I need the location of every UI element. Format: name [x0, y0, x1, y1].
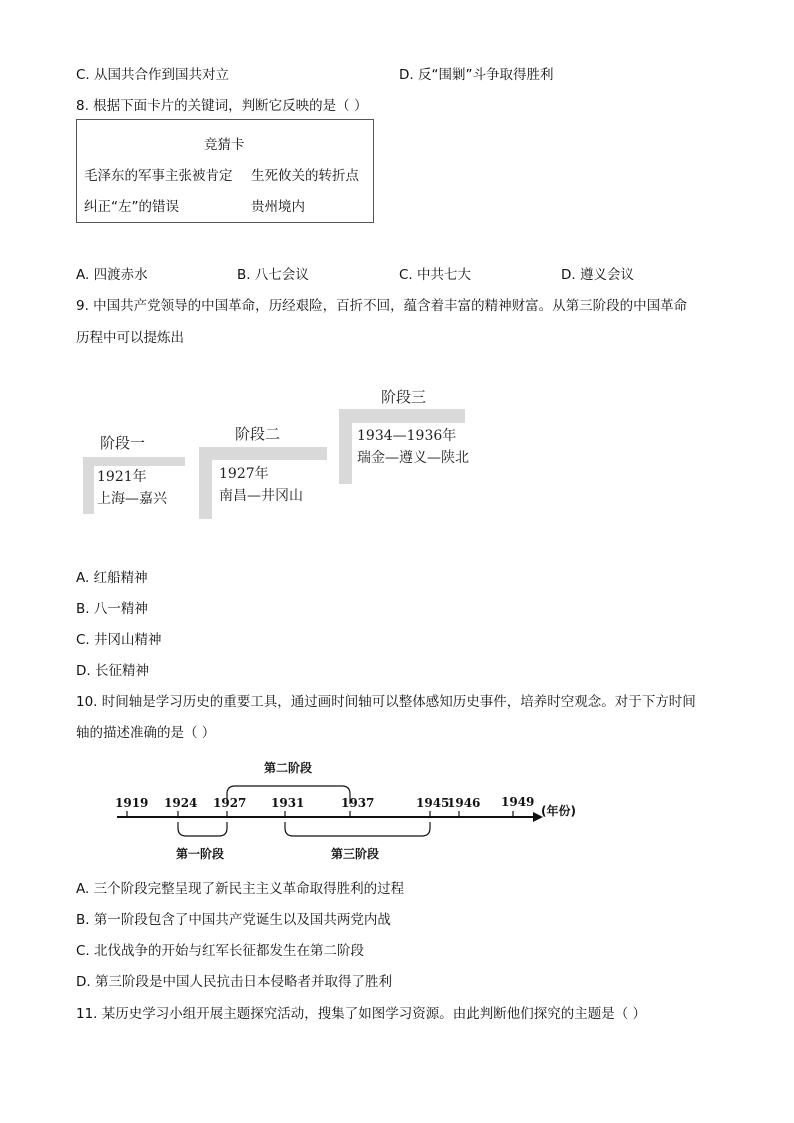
card-keyword-2: 生死攸关的转折点 — [251, 168, 359, 184]
q8-option-a: A. 四渡赤水 — [76, 267, 148, 283]
q8-option-c: C. 中共七大 — [399, 267, 472, 283]
q10-stem-line1: 10. 时间轴是学习历史的重要工具，通过画时间轴可以整体感知历史事件，培养时空观念。对于下方时间 — [76, 694, 696, 710]
year-1949: 1949 — [501, 795, 535, 809]
timeline-unit: (年份) — [541, 804, 576, 818]
year-1924: 1924 — [164, 796, 198, 810]
q8-stem: 8. 根据下面卡片的关键词，判断它反映的是（ ） — [76, 98, 368, 114]
q9-stem-line2: 历程中可以提炼出 — [76, 330, 184, 346]
stage-3-year: 1934—1936年 — [357, 428, 457, 444]
stage-1-year: 1921年 — [97, 469, 147, 485]
year-1919: 1919 — [115, 796, 149, 810]
stage-1-label: 第一阶段 — [176, 847, 225, 861]
q9-option-c: C. 井冈山精神 — [76, 632, 162, 648]
q7-option-d: D. 反“围剿”斗争取得胜利 — [399, 67, 554, 83]
year-1937: 1937 — [341, 796, 375, 810]
stage-3-bracket — [285, 822, 430, 836]
card-title: 竞猜卡 — [204, 137, 245, 153]
q9-stem-line1: 9. 中国共产党领导的中国革命，历经艰险，百折不回，蕴含着丰富的精神财富。从第三阶段的中国革命 — [76, 298, 688, 314]
stage-1-title: 阶段一 — [100, 434, 146, 452]
q10-option-a: A. 三个阶段完整呈现了新民主主义革命取得胜利的过程 — [76, 881, 405, 897]
q10-option-c: C. 北伐战争的开始与红军长征都发生在第二阶段 — [76, 943, 365, 959]
card-keyword-3: 纠正“左”的错误 — [84, 199, 179, 215]
q9-option-a: A. 红船精神 — [76, 570, 148, 586]
year-1927: 1927 — [213, 796, 247, 810]
stage-3-title: 阶段三 — [381, 388, 427, 406]
q10-option-d: D. 第三阶段是中国人民抗击日本侵略者并取得了胜利 — [76, 974, 392, 990]
stage-1-bracket — [178, 822, 227, 836]
card-keyword-4: 贵州境内 — [251, 199, 305, 215]
stage-3-label: 第三阶段 — [331, 847, 380, 861]
q8-option-b: B. 八七会议 — [237, 267, 309, 283]
stage-2-year: 1927年 — [219, 466, 269, 482]
stage-2-title: 阶段二 — [235, 425, 281, 443]
stage-2-label: 第二阶段 — [264, 761, 313, 775]
year-1945: 1945 — [416, 796, 450, 810]
stage-3-place: 瑞金—遵义—陕北 — [357, 450, 469, 466]
card-keyword-1: 毛泽东的军事主张被肯定 — [84, 168, 233, 184]
q7-option-c: C. 从国共合作到国共对立 — [76, 67, 230, 83]
q10-stem-line2: 轴的描述准确的是（ ） — [76, 725, 216, 741]
q10-option-b: B. 第一阶段包含了中国共产党诞生以及国共两党内战 — [76, 912, 391, 928]
q9-option-d: D. 长征精神 — [76, 663, 149, 679]
q9-option-b: B. 八一精神 — [76, 601, 148, 617]
year-1946: 1946 — [447, 796, 481, 810]
q11-stem: 11. 某历史学习小组开展主题探究活动，搜集了如图学习资源。由此判断他们探究的主题是（ ） — [76, 1006, 647, 1022]
stage-1-place: 上海—嘉兴 — [97, 491, 167, 507]
q8-option-d: D. 遵义会议 — [561, 267, 634, 283]
year-1931: 1931 — [271, 796, 305, 810]
stage-2-place: 南昌—井冈山 — [219, 488, 303, 504]
